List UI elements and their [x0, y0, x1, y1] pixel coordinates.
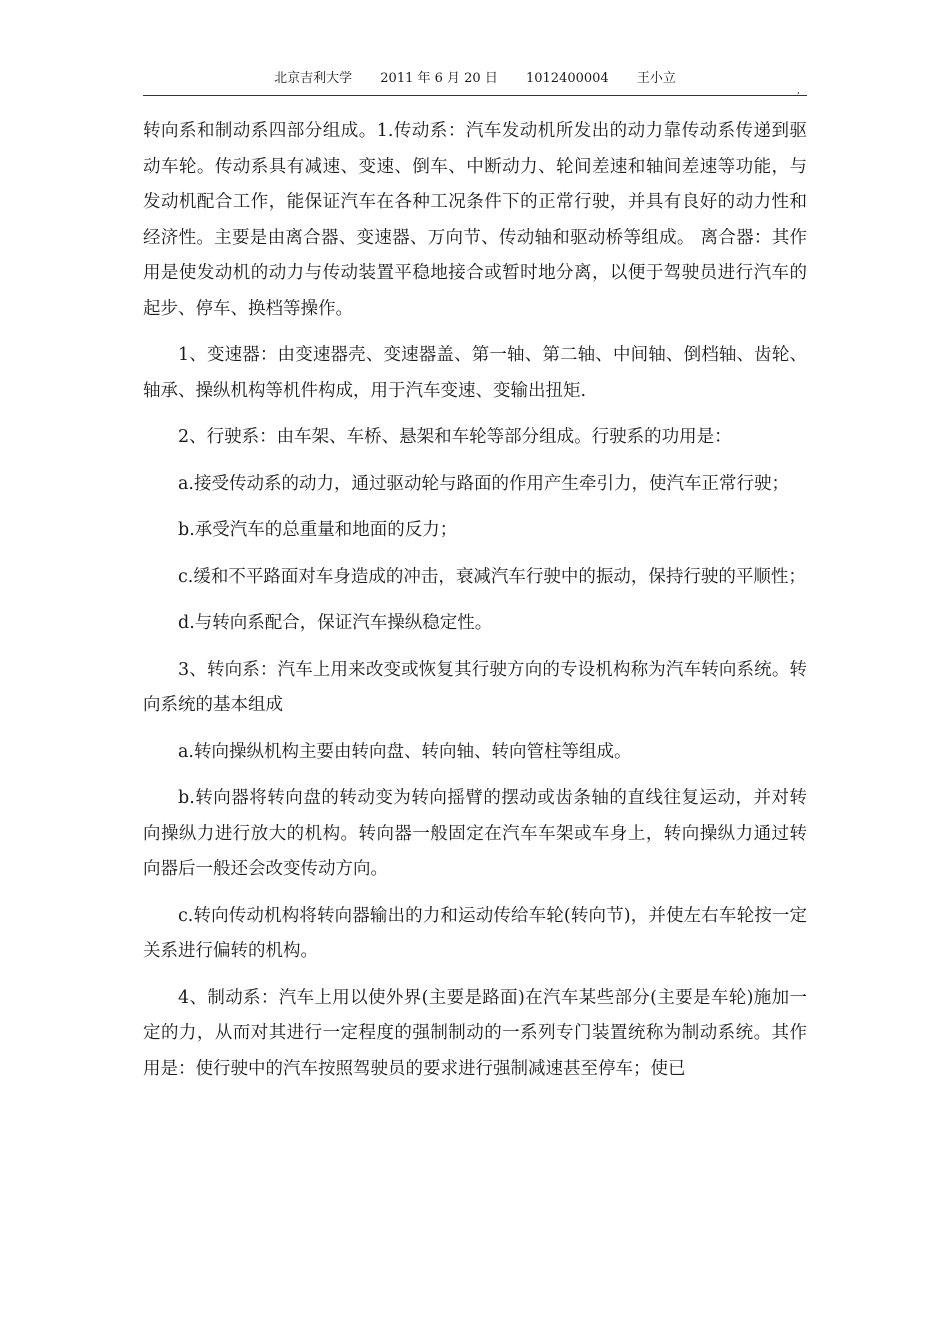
paragraph-intro: 转向系和制动系四部分组成。1.传动系：汽车发动机所发出的动力靠传动系传递到驱动车轮。传动系具有减速、变速、倒车、中断动力、轮间差速和轴间差速等功能，与发动机配合工作，能保证汽车在各种工况条件下的正常行驶，并具有良好的动力性和经济性。主要是由离合器、变速器、万向节、传动轴和驱动桥等组成。 离合器：其作用是使发动机的动力与传动装置平稳地接合或暂时地分离，以便于驾驶员进行汽车的起步、停车、换档等操作。: [143, 121, 807, 319]
paragraph-braking-system: 4、制动系：汽车上用以使外界(主要是路面)在汽车某些部分(主要是车轮)施加一定的力，从而对其进行一定程度的强制制动的一系列专门装置统称为制动系统。其作用是：使行驶中的汽车按照驾驶员的要求进行强制减速甚至停车；使已: [143, 987, 807, 1079]
page-header: [143, 69, 807, 96]
paragraph-steering-a: a.转向操纵机构主要由转向盘、转向轴、转向管柱等组成。: [178, 741, 632, 762]
header-student-id: 1012400004: [525, 71, 609, 86]
paragraph-running-b: b.承受汽车的总重量和地面的反力；: [178, 520, 458, 540]
paragraph-gearbox: 1、变速器：由变速器壳、变速器盖、第一轴、第二轴、中间轴、倒档轴、齿轮、轴承、操纵机构等机件构成，用于汽车变速、变输出扭矩.: [143, 345, 807, 401]
paragraph-steering-b: b.转向器将转向盘的转动变为转向摇臂的摆动或齿条轴的直线往复运动，并对转向操纵力进行放大的机构。转向器一般固定在汽车车架或车身上，转向操纵力通过转向器后一般还会改变传动方向。: [143, 788, 807, 879]
header-university: 北京吉利大学: [274, 71, 353, 86]
document-body: [143, 114, 807, 1098]
paragraph-running-system: 2、行驶系：由车架、车桥、悬架和车轮等部分组成。行驶系的功用是：: [178, 427, 732, 447]
paragraph-steering-system: 3、转向系：汽车上用来改变或恢复其行驶方向的专设机构称为汽车转向系统。转向系统的基本组成: [143, 659, 807, 715]
paragraph-running-a: a.接受传动系的动力，通过驱动轮与路面的作用产生牵引力，使汽车正常行驶；: [178, 473, 789, 494]
header-date: 2011 年 6 月 20 日: [380, 71, 498, 86]
paragraph-running-d: d.与转向系配合，保证汽车操纵稳定性。: [178, 613, 493, 633]
paragraph-running-c: c.缓和不平路面对车身造成的冲击，衰减汽车行驶中的振动，保持行驶的平顺性；: [178, 566, 806, 587]
paragraph-steering-c: c.转向传动机构将转向器输出的力和运动传给车轮(转向节)，并使左右车轮按一定关系进行偏转的机构。: [143, 905, 807, 961]
header-mark: ,: [797, 86, 800, 96]
header-name: 王小立: [636, 71, 676, 86]
